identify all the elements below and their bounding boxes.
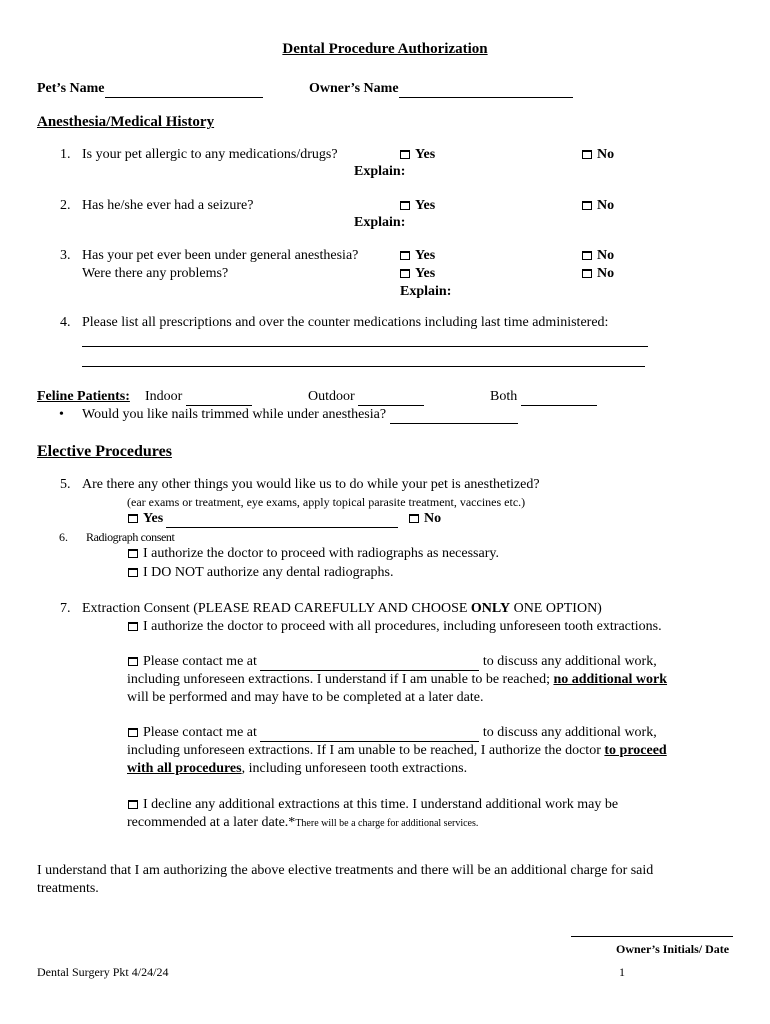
q7-text-pre: Extraction Consent (PLEASE READ CAREFULLY AND CHOOSE <box>82 601 471 616</box>
contact-label: Please contact me at <box>143 725 257 740</box>
q4-text: Please list all prescriptions and over the counter medications including last time administered: <box>82 315 609 330</box>
contact-suffix: to discuss any additional work, <box>482 654 657 669</box>
q7-number: 7. <box>60 601 71 616</box>
contact-suffix: to discuss any additional work, <box>482 725 657 740</box>
no-label: No <box>597 248 615 263</box>
checkbox-icon[interactable] <box>409 514 419 523</box>
outdoor-field[interactable] <box>308 388 424 406</box>
q4-number: 4. <box>60 315 71 330</box>
nails-answer-line[interactable] <box>390 409 518 424</box>
outdoor-line[interactable] <box>358 391 424 406</box>
both-label: Both <box>490 389 518 404</box>
q7-option-contact-no-work[interactable] <box>128 653 657 671</box>
feline-patients-label: Feline Patients: <box>37 389 130 404</box>
q6-option-decline-text: I DO NOT authorize any dental radiographs. <box>143 565 394 580</box>
q7-option2-line2-text: including unforeseen extractions. I understand if I am unable to be reached; <box>127 672 554 687</box>
understanding-statement-line1: I understand that I am authorizing the above elective treatments and there will be an additional charge for said <box>37 863 654 878</box>
yes-label: Yes <box>415 198 436 213</box>
no-additional-work-emphasis: no additional work <box>553 672 668 687</box>
checkbox-icon[interactable] <box>128 657 138 666</box>
checkbox-icon[interactable] <box>400 150 410 159</box>
q7-text-post: ONE OPTION) <box>510 601 602 616</box>
to-proceed-emphasis: to proceed <box>604 743 667 758</box>
q7-option4-line2-text: recommended at a later date.* <box>127 815 296 830</box>
q6-option-decline[interactable] <box>128 564 394 582</box>
understanding-statement-line2: treatments. <box>37 881 99 896</box>
checkbox-icon[interactable] <box>128 800 138 809</box>
q4-answer-line-1[interactable] <box>82 346 648 347</box>
owner-name-label: Owner’s Name <box>309 81 399 96</box>
q3a-yes-option[interactable] <box>400 247 435 265</box>
pet-name-field[interactable] <box>37 80 263 98</box>
q3b-text: Were there any problems? <box>82 266 229 281</box>
q6-text: Radiograph consent <box>86 530 175 544</box>
yes-label: Yes <box>415 266 436 281</box>
checkbox-icon[interactable] <box>582 251 592 260</box>
checkbox-icon[interactable] <box>128 728 138 737</box>
nails-question[interactable] <box>82 406 518 424</box>
q5-text: Are there any other things you would like us to do while your pet is anesthetized? <box>82 477 540 492</box>
yes-label: Yes <box>143 511 164 526</box>
q1-explain-label: Explain: <box>354 164 406 179</box>
q7-only-emphasis: ONLY <box>470 601 511 616</box>
pet-name-line[interactable] <box>105 83 263 98</box>
outdoor-label: Outdoor <box>308 389 355 404</box>
q4-answer-line-2[interactable] <box>82 366 645 367</box>
checkbox-icon[interactable] <box>128 568 138 577</box>
contact-phone-line[interactable] <box>260 656 479 671</box>
page-number: 1 <box>619 965 625 979</box>
q7-option2-line2 <box>127 671 667 689</box>
q2-no-option[interactable] <box>582 197 614 215</box>
q1-yes-option[interactable] <box>400 146 435 164</box>
q3-number: 3. <box>60 248 71 263</box>
page-title: Dental Procedure Authorization <box>282 41 488 57</box>
checkbox-icon[interactable] <box>128 622 138 631</box>
signature-line[interactable] <box>571 936 733 937</box>
q7-option3-line3-text: , including unforeseen tooth extractions. <box>241 761 468 776</box>
q5-number: 5. <box>60 477 71 492</box>
checkbox-icon[interactable] <box>400 269 410 278</box>
nails-question-text: Would you like nails trimmed while under anesthesia? <box>82 407 387 422</box>
q1-text: Is your pet allergic to any medications/drugs? <box>82 147 338 162</box>
both-line[interactable] <box>521 391 597 406</box>
q7-option3-line3 <box>127 760 467 778</box>
indoor-label: Indoor <box>145 389 183 404</box>
no-label: No <box>424 511 442 526</box>
with-all-procedures-emphasis: with all procedures <box>127 761 242 776</box>
q3b-yes-option[interactable] <box>400 265 435 283</box>
q3-explain-label: Explain: <box>400 284 452 299</box>
q2-number: 2. <box>60 198 71 213</box>
additional-charge-note: There will be a charge for additional services. <box>295 818 479 829</box>
q6-number: 6. <box>59 530 68 544</box>
checkbox-icon[interactable] <box>582 201 592 210</box>
checkbox-icon[interactable] <box>400 201 410 210</box>
q7-text <box>82 600 602 618</box>
elective-section-heading: Elective Procedures <box>37 443 172 460</box>
indoor-line[interactable] <box>186 391 252 406</box>
anesthesia-section-heading: Anesthesia/Medical History <box>37 114 215 130</box>
q2-text: Has he/she ever had a seizure? <box>82 198 254 213</box>
q7-option-proceed-all[interactable] <box>128 618 662 636</box>
pet-name-label: Pet’s Name <box>37 81 105 96</box>
owner-name-line[interactable] <box>399 83 573 98</box>
q3a-text: Has your pet ever been under general anesthesia? <box>82 248 359 263</box>
q2-explain-label: Explain: <box>354 215 406 230</box>
q5-no-option[interactable] <box>409 510 441 528</box>
q5-answer-line[interactable] <box>166 513 398 528</box>
q7-option-decline[interactable] <box>128 796 618 814</box>
both-field[interactable] <box>490 388 597 406</box>
q7-option2-line3: will be performed and may have to be completed at a later date. <box>127 690 484 705</box>
q5-note: (ear exams or treatment, eye exams, apply topical parasite treatment, vaccines etc.) <box>127 495 526 509</box>
q7-option3-line2 <box>127 742 667 760</box>
checkbox-icon[interactable] <box>400 251 410 260</box>
indoor-field[interactable] <box>145 388 252 406</box>
q1-number: 1. <box>60 147 71 162</box>
q1-no-option[interactable] <box>582 146 614 164</box>
q7-option-contact-proceed[interactable] <box>128 724 657 742</box>
bullet-icon: • <box>59 407 64 422</box>
no-label: No <box>597 147 615 162</box>
q7-option3-line2-text: including unforeseen extractions. If I am unable to be reached, I authorize the doctor <box>127 743 605 758</box>
q5-yes-option[interactable] <box>128 510 398 528</box>
checkbox-icon[interactable] <box>128 514 138 523</box>
q7-option4-line2 <box>127 814 478 833</box>
footer-document-id: Dental Surgery Pkt 4/24/24 <box>37 965 169 979</box>
yes-label: Yes <box>415 147 436 162</box>
q6-option-authorize[interactable] <box>128 545 499 563</box>
q3b-no-option[interactable] <box>582 265 614 283</box>
owner-name-field[interactable] <box>309 80 573 98</box>
checkbox-icon[interactable] <box>582 150 592 159</box>
checkbox-icon[interactable] <box>582 269 592 278</box>
q7-option-decline-text: I decline any additional extractions at this time. I understand additional work may be <box>143 797 619 812</box>
no-label: No <box>597 198 615 213</box>
q2-yes-option[interactable] <box>400 197 435 215</box>
q6-option-authorize-text: I authorize the doctor to proceed with radiographs as necessary. <box>143 546 499 561</box>
owner-initials-date-label: Owner’s Initials/ Date <box>616 942 730 956</box>
q7-option-proceed-all-text: I authorize the doctor to proceed with all procedures, including unforeseen tooth extractions. <box>143 619 662 634</box>
yes-label: Yes <box>415 248 436 263</box>
contact-label: Please contact me at <box>143 654 257 669</box>
checkbox-icon[interactable] <box>128 549 138 558</box>
contact-phone-line[interactable] <box>260 727 479 742</box>
no-label: No <box>597 266 615 281</box>
q3a-no-option[interactable] <box>582 247 614 265</box>
